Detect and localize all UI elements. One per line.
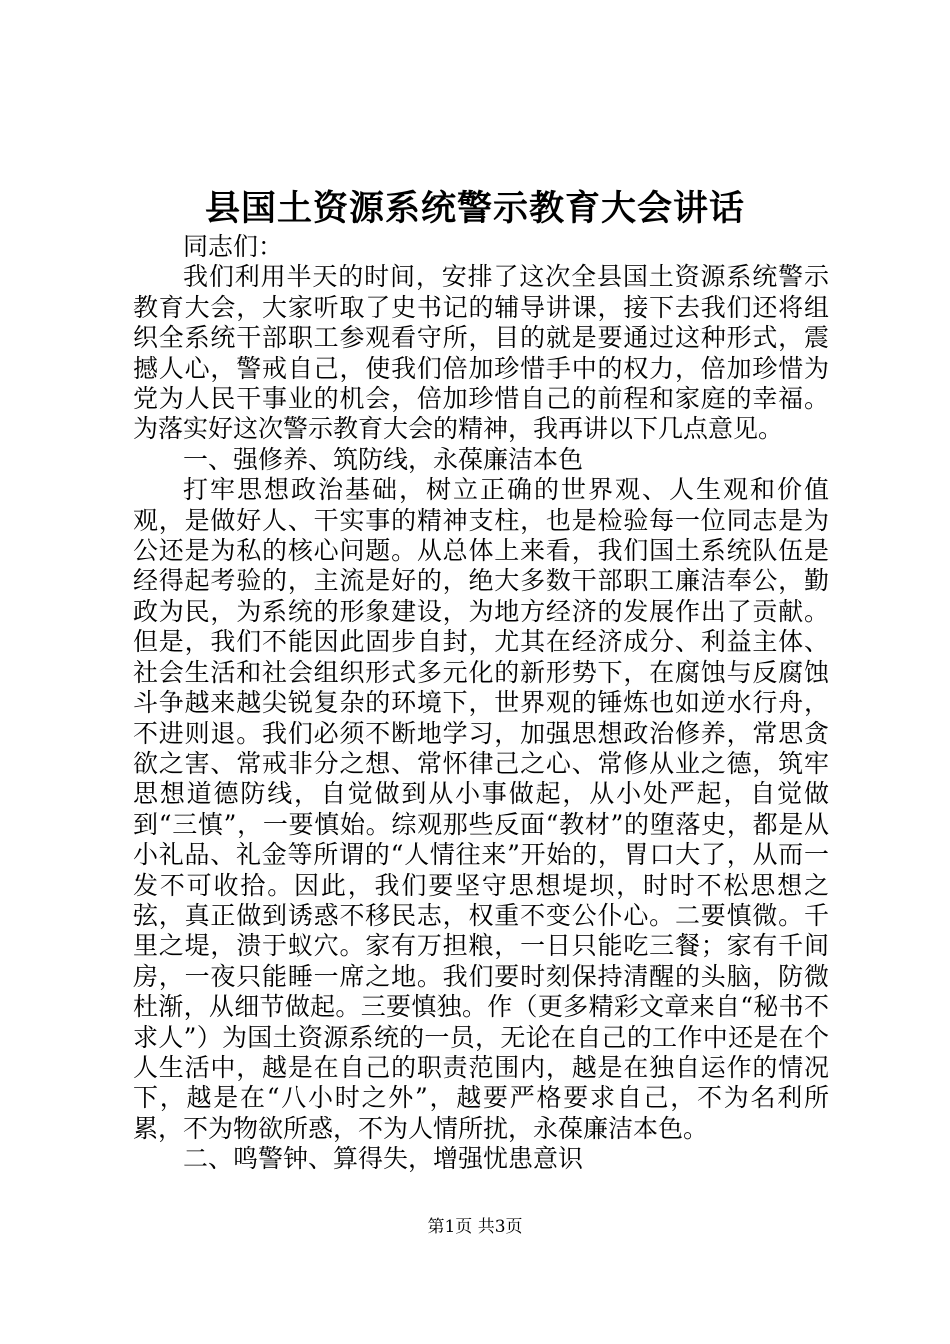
section-1-paragraph: 打牢思想政治基础，树立正确的世界观、人生观和价值观，是做好人、干实事的精神支柱，也是检验每一位同志是为公还是为私的核心问题。从总体上来看，我们国土系统队伍是经得起考验的，主流是好的，绝大多数干部职工廉洁奉公，勤政为民，为系统的形象建设，为地方经济的发展作出了贡献。但是，我们不能因此固步自封，尤其在经济成分、利益主体、社会生活和社会组织形式多元化的新形势下，在腐蚀与反腐蚀斗争越来越尖锐复杂的环境下，世界观的锤炼也如逆水行舟，不进则退。我们必须不断地学习，加强思想政治修养，常思贪欲之害、常戒非分之想、常怀律己之心、常修从业之德，筑牢思想道德防线，自觉做到从小事做起，从小处严起，自觉做到“三慎”，一要慎始。综观那些反面“教材”的堕落史，都是从小礼品、礼金等所谓的“人情往来”开始的，胃口大了，从而一发不可收拾。因此，我们要坚守思想堤坝，时时不松思想之弦，真正做到诱惑不移民志，权重不变公仆心。二要慎微。千里之堤，溃于蚁穴。家有万担粮，一日只能吃三餐；家有千间房，一夜只能睡一席之地。我们要时刻保持清醒的头脑，防微杜渐，从细节做起。三要慎独。作（更多精彩文章来自“秘书不求人”）为国土资源系统的一员，无论在自己的工作中还是在个人生活中，越是在自己的职责范围内，越是在独自运作的情况下，越是在“八小时之外”，越要严格要求自己，不为名利所累，不为物欲所惑，不为人情所扰，永葆廉洁本色。 bbox=[133, 475, 829, 1143]
section-heading-2: 二、鸣警钟、算得失，增强忧患意识 bbox=[183, 1144, 584, 1174]
page-footer: 第1页 共3页 bbox=[427, 1217, 523, 1237]
section-heading-1: 一、强修养、筑防线，永葆廉洁本色 bbox=[183, 444, 584, 474]
salutation-paragraph: 同志们： bbox=[183, 232, 284, 261]
document-title: 县国土资源系统警示教育大会讲话 bbox=[204, 188, 745, 229]
document-body bbox=[133, 232, 829, 1175]
intro-paragraph: 我们利用半天的时间，安排了这次全县国土资源系统警示教育大会，大家听取了史书记的辅导讲课，接下去我们还将组织全系统干部职工参观看守所，目的就是要通过这种形式，震撼人心，警戒自己，使我们倍加珍惜手中的权力，倍加珍惜为党为人民干事业的机会，倍加珍惜自己的前程和家庭的幸福。为落实好这次警示教育大会的精神，我再讲以下几点意见。 bbox=[133, 262, 829, 444]
